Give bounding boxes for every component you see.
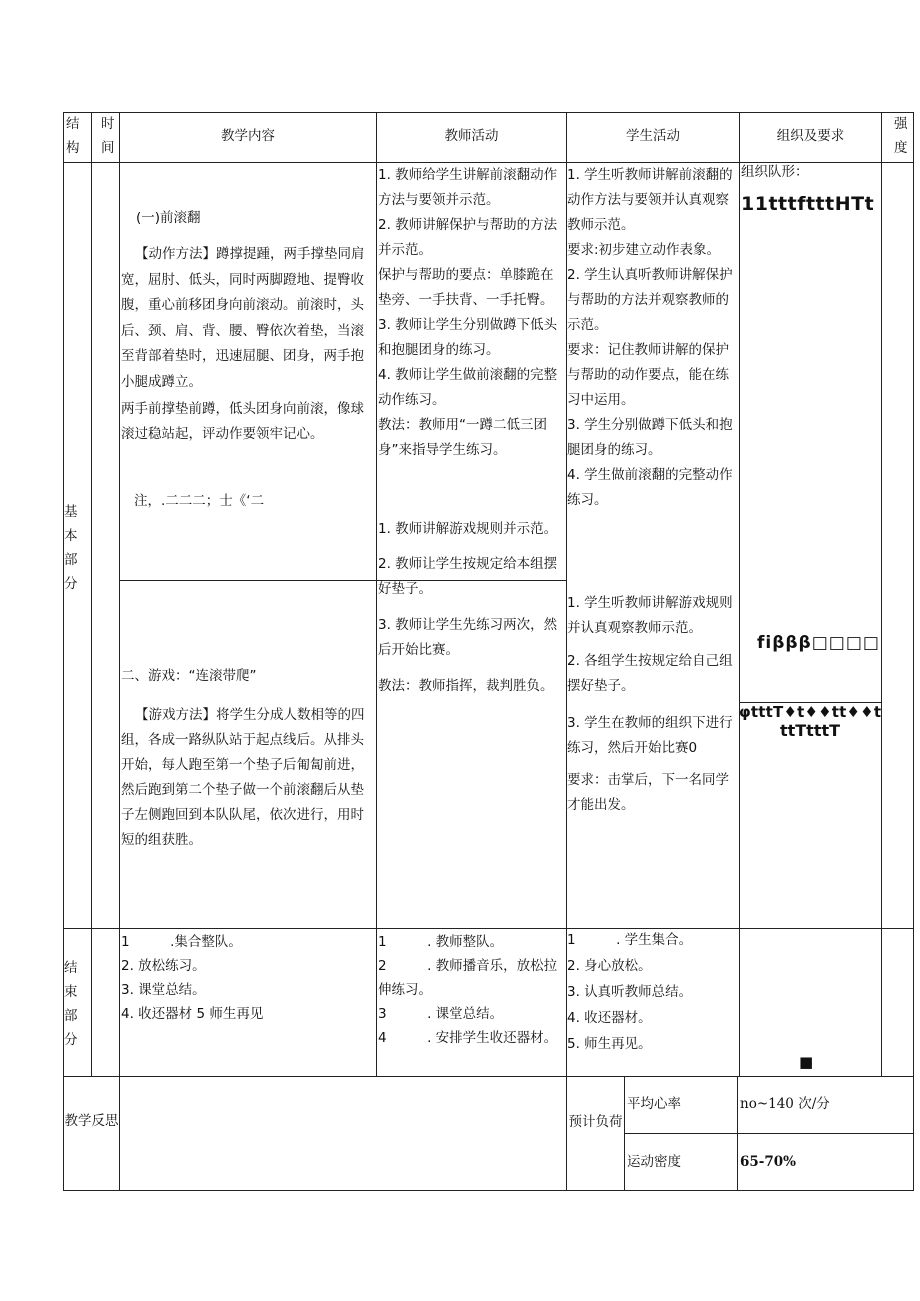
end-student-item: 3. 认真听教师总结。: [567, 984, 693, 1000]
end-student-list: [567, 927, 739, 1057]
density-value: 65-70%: [740, 1154, 797, 1170]
header-structure: 结构: [66, 116, 80, 156]
end-section-label: 结束部分: [64, 960, 78, 1048]
header-teacher: 教师活动: [444, 128, 499, 144]
end-content-item: 4. 收还器材 5 师生再见: [121, 1006, 264, 1022]
square-mark-icon: ■: [799, 1053, 814, 1071]
org-game-formation-1: fiβββ□□□□: [757, 633, 880, 653]
roll-note: 注，.二二二；士《‘二: [134, 493, 265, 509]
end-teacher-item: 1 . 教师整队。: [378, 934, 504, 950]
end-content-item: 1 .集合整队。: [121, 934, 242, 950]
teacher-roll-item: 2. 教师讲解保护与帮助的方法并示范。: [378, 217, 558, 258]
org-game-formation-3: ttTtttT: [779, 721, 841, 740]
org-formation: 11tttftttHTt: [741, 193, 875, 215]
game-method: 【游戏方法】将学生分成人数相等的四组，各成一路纵队站于起点线后。从排头开始，每人跑至第一个垫子后匍匐前进，然后跑到第二个垫子做一个前滚翻后从垫子左侧跑回到本队队尾，依次进行，用时短的组获胜。: [121, 707, 365, 848]
heart-rate-value: no~140 次/分: [740, 1096, 830, 1112]
student-roll-item: 2. 学生认真听教师讲解保护与帮助的方法并观察教师的示范。: [567, 267, 733, 333]
end-student-item: 2. 身心放松。: [567, 958, 652, 974]
header-intensity: 强度: [894, 116, 908, 156]
basic-section-label: 基本部分: [64, 504, 78, 592]
teacher-roll-item: 教法：教师用“一蹲二低三团身”来指导学生练习。: [378, 417, 547, 458]
end-content-item: 2. 放松练习。: [121, 958, 206, 974]
end-teacher-item: 3 . 课堂总结。: [378, 1006, 504, 1022]
student-roll-item: 要求：记住教师讲解的保护与帮助的动作要点，能在练习中运用。: [567, 342, 729, 408]
teacher-game-item: 1. 教师讲解游戏规则并示范。: [378, 521, 558, 537]
density-label: 运动密度: [627, 1154, 681, 1170]
teacher-game-item: 教法：教师指挥，裁判胜负。: [378, 678, 554, 694]
header-org: 组织及要求: [776, 128, 845, 144]
reflection-label: 教学反思: [64, 1113, 119, 1129]
roll-tip: 两手前撑垫前蹲，低头团身向前滚，像球滚过稳站起，评动作要领牢记心。: [121, 401, 364, 442]
game-title: 二、游戏：“连滚带爬”: [121, 668, 257, 684]
end-teacher-list: [378, 930, 566, 1050]
student-roll-item: 3. 学生分别做蹲下低头和抱腿团身的练习。: [567, 417, 733, 458]
teacher-roll-item: 保护与帮助的要点：单膝跪在垫旁、一手扶背、一手托臀。: [378, 267, 554, 308]
student-roll-item: 1. 学生听教师讲解前滚翻的动作方法与要领并认真观察教师示范。: [567, 167, 733, 233]
header-content: 教学内容: [221, 128, 275, 144]
end-student-item: 5. 师生再见。: [567, 1036, 652, 1052]
student-game-item: 1. 学生听教师讲解游戏规则并认真观察教师示范。: [567, 595, 733, 636]
header-student: 学生活动: [626, 128, 680, 144]
org-game-formation-2: φtttT♦t♦♦tt♦♦t: [739, 703, 882, 721]
end-teacher-item: 4 . 安排学生收还器材。: [378, 1030, 558, 1046]
load-label: 预计负荷: [568, 1114, 623, 1130]
roll-method: 【动作方法】蹲撑提踵，两手撑垫同肩宽，屈肘、低头，同时两脚蹬地、提臀收腹，重心前移团身向前滚动。前滚时，头后、颈、肩、背、腰、臀依次着垫，当滚至背部着垫时，迅速屈腿、团身，两手抱小腿成蹲立。: [121, 246, 365, 390]
end-student-item: 4. 收还器材。: [567, 1010, 652, 1026]
header-time: 时间: [101, 116, 115, 156]
org-label: 组织队形：: [741, 164, 809, 180]
student-roll-item: 要求:初步建立动作表象。: [567, 242, 721, 258]
heart-rate-label: 平均心率: [627, 1096, 681, 1112]
student-game-item: 3. 学生在教师的组织下进行练习，然后开始比赛0: [567, 715, 733, 756]
end-content-item: 3. 课堂总结。: [121, 982, 206, 998]
roll-title: (一)前滚翻: [136, 210, 201, 226]
student-roll-list: [567, 163, 739, 513]
student-game-item: 要求：击掌后，下一名同学才能出发。: [567, 772, 729, 813]
student-roll-item: 4. 学生做前滚翻的完整动作练习。: [567, 467, 733, 508]
teacher-roll-item: 1. 教师给学生讲解前滚翻动作方法与要领并示范。: [378, 167, 558, 208]
teacher-roll-list: [378, 163, 566, 463]
teacher-roll-item: 3. 教师让学生分别做蹲下低头和抱腿团身的练习。: [378, 317, 558, 358]
end-student-item: 1 . 学生集合。: [567, 932, 693, 948]
end-content-list: [121, 930, 375, 1026]
teacher-game-item: 3. 教师让学生先练习两次，然后开始比赛。: [378, 617, 558, 658]
student-game-item: 2. 各组学生按规定给自己组摆好垫子。: [567, 653, 733, 694]
end-teacher-item: 2 . 教师播音乐，放松拉伸练习。: [378, 958, 558, 998]
teacher-game-item: 2. 教师让学生按规定给本组摆好垫子。: [378, 556, 558, 597]
teacher-roll-item: 4. 教师让学生做前滚翻的完整动作练习。: [378, 367, 558, 408]
